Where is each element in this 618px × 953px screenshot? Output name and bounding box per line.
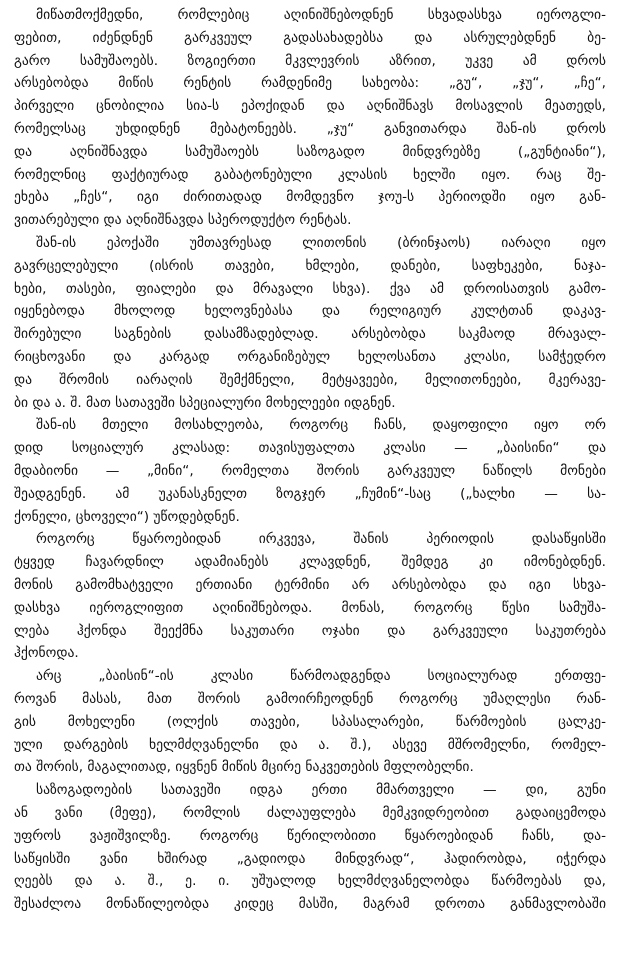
- text-line: შესაძლოა მონაწილეობდა კიდეც მასში, მაგრამ დროთა განმავლობაში: [14, 896, 606, 913]
- text-line: ფებით, იძენდნენ გარკვეულ გადასახადებსა და ასრულებდნენ ბე-: [14, 29, 606, 46]
- text-line: დასხვა იეროგლიფით აღინიშნებოდა. მონას, როგორც წესი სამუშა-: [14, 599, 606, 616]
- text-line: შან-ის ეპოქაში უმთავრესად ლითონის (ბრინჯაოს) იარაღი იყო: [36, 235, 606, 251]
- text-line: ღეებს და ა. შ., ე. ი. უშუალოდ ხელმძღვანელობდა წარმოებას და,: [14, 873, 606, 890]
- text-line: პირველი ცნობილია სია-ს ეპოქიდან და აღნიშნავს მოსავლის მეათედს,: [14, 98, 606, 115]
- text-line: შან-ის მთელი მოსახლეობა, როგორც ჩანს, დაყოფილი იყო ორ: [36, 417, 606, 434]
- text-line: ვითარებული და აღნიშნავდა სპეროდუქტო რენტას.: [14, 212, 352, 229]
- text-line: მონის გამომხატველი ერთიანი ტერმინი არ არსებობდა და იგი სხვა-: [14, 577, 606, 593]
- text-line: მიწათმოქმედნი, რომლებიც აღინიშნებოდნენ სხვადასხვა იეროგლი-: [36, 7, 606, 23]
- text-line: ული დარგების ხელმძღვანელნი და ა. შ.), ასევე მშრომელნი, რომელ-: [14, 736, 606, 753]
- text-line: რომელნიც ფაქტიურად გაბატონებული კლასის ხელში იყო. რაც შე-: [14, 166, 606, 183]
- text-line: ტყვედ ჩავარდნილ ადამიანებს კლავდნენ, შემდეგ კი იმონებდნენ.: [14, 554, 606, 571]
- text-line: ბი და ა. შ. მათ სათავეში სპეციალური მოხელეები იდგნენ.: [14, 394, 396, 411]
- text-line: ან ვანი (მეფე), რომლის ძალაუფლება მემკვიდრეობით გადაიცემოდა: [14, 805, 606, 821]
- text-line: იყენებოდა მხოლოდ ხელოვნებასა და რელიგიურ კულტთან დაკავ-: [14, 303, 606, 320]
- text-line: ეხება „ჩეს“, იგი ძირითადად მომდევნო ჯოუ-ს პერიოდში იყო გან-: [14, 189, 606, 206]
- text-line: და აღნიშნავდა სამუშაოებს საზოგადო მინდვრებზე („გუნტიანი“),: [14, 143, 606, 160]
- text-line: საზოგადოების სათავეში იდგა ერთი მმართველი — დი, გუნი: [36, 782, 606, 799]
- text-line: გავრცელებული (ისრის თავები, ხმლები, დანები, საფხეკები, ნაჯა-: [14, 257, 606, 274]
- text-line: არც „ბაისინ“-ის კლასი წარმოადგენდა სოციალურად ერთფე-: [36, 668, 606, 685]
- text-line: გის მოხელენი (ოლქის თავები, სპასალარები, წარმოების ცალკე-: [14, 713, 606, 730]
- text-line: როგორც წყაროებიდან ირკვევა, შანის პერიოდის დასაწყისში: [36, 531, 606, 548]
- book-page: [14, 4, 606, 949]
- text-line: დიდ სოციალურ კლასად: თავისუფალთა კლასი — „ბაისინი“ და: [14, 440, 606, 457]
- text-line: და შრომის იარაღის შემქმნელი, მეტყავეები, მელითონეები, მკერავე-: [14, 371, 606, 388]
- text-line: ქონელი, ცხოველი“) უწოდებდნენ.: [14, 508, 240, 525]
- text-line: შეადგენენ. ამ უკანასკნელთ ზოგჯერ „ჩუმინ“-საც („ხალხი — სა-: [14, 485, 606, 502]
- text-line: თა შორის, მაგალითად, იყვნენ მიწის მცირე ნაკვეთების მფლობელნი.: [14, 759, 474, 776]
- text-line: შირებული საგნების დასამზადებლად. არსებობდა საკმაოდ მრავალ-: [14, 326, 606, 343]
- text-line: ჰქონოდა.: [14, 645, 79, 662]
- text-line: მდაბიონი — „მინი“, რომელთა შორის გარკვეულ ნაწილს მონები: [14, 463, 606, 479]
- text-line: საწყისში ვანი ხშირად „გადიოდა მინდვრად“, ჰადირობდა, იჭერდა: [14, 850, 606, 867]
- text-line: რომელსაც უხდიდნენ მებატონეებს. „ჯუ“ განვითარდა შან-ის დროს: [14, 121, 606, 137]
- text-line: ხები, თასები, ფიალები და მრავალი სხვა). ქვა ამ დროისათვის გამო-: [14, 280, 606, 297]
- text-line: ლება ჰქონდა შეექმნა საკუთარი ოჯახი და გარკვეული საკუთრება: [14, 622, 606, 639]
- text-line: გარო სამუშაოებს. ზოგიერთი მკვლევრის აზრით, უკვე ამ დროს: [14, 52, 606, 69]
- text-line: რიცხოვანი და კარგად ორგანიზებულ ხელოსანთა კლასი, სამჭედრო: [14, 349, 606, 365]
- text-line: არსებობდა მიწის რენტის რამდენიმე სახეობა: „გუ“, „ჯუ“, „ჩე“,: [14, 75, 606, 92]
- text-line: [14, 916, 606, 938]
- text-line: უფროს ვაჟიშვილზე. როგორც წერილობითი წყაროებიდან ჩანს, და-: [14, 827, 606, 844]
- text-line: როვან მასას, მათ შორის გამოირჩეოდნენ როგორც უმაღლესი რან-: [14, 691, 606, 707]
